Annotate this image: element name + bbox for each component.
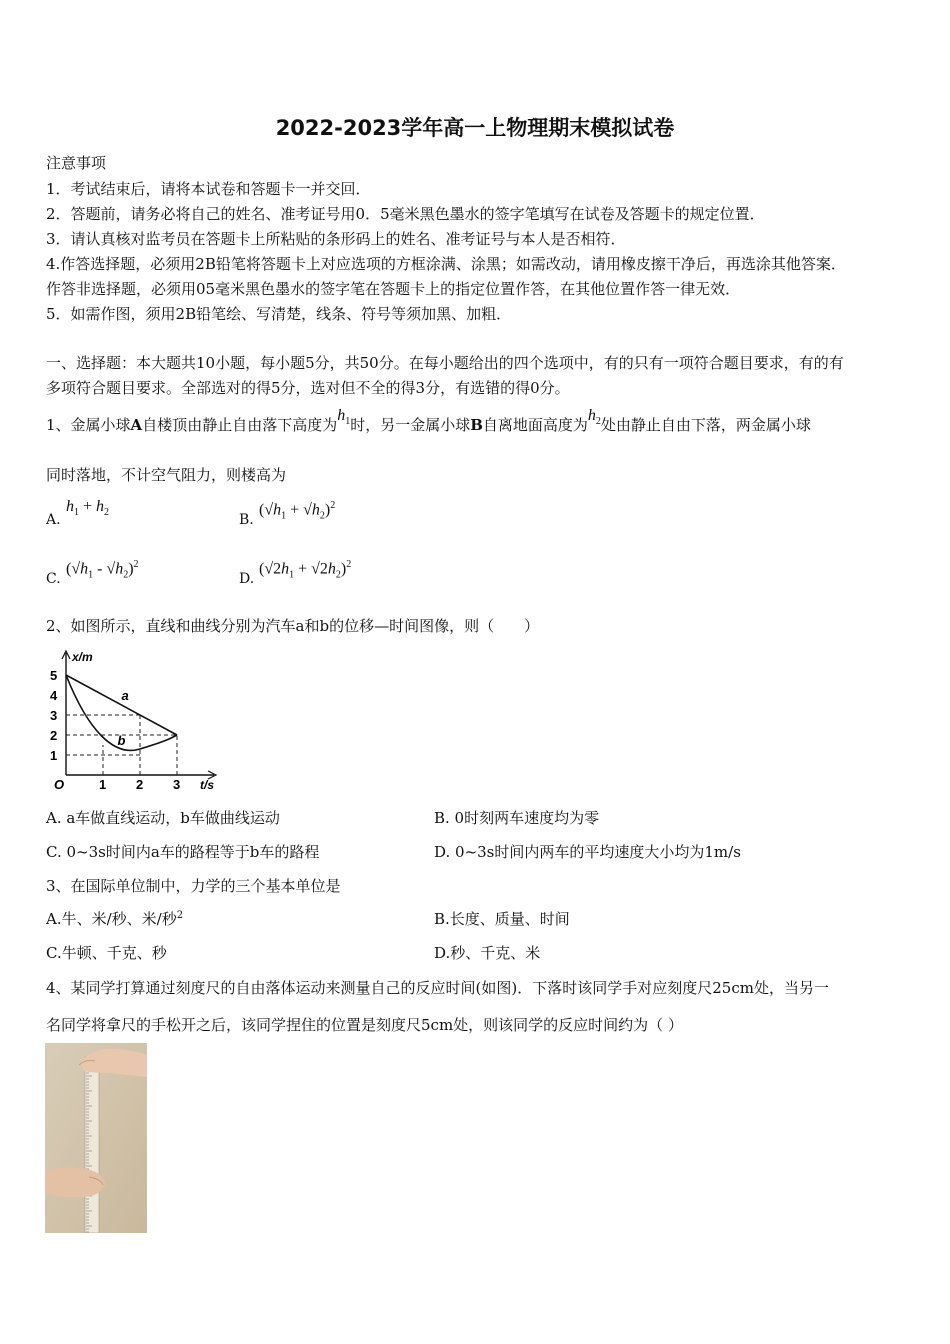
- notice-heading: 注意事项: [46, 154, 107, 172]
- y-axis-label: x/m: [72, 650, 93, 664]
- x-tick-label: 2: [136, 777, 144, 792]
- q2-option-d: D. 0~3s时间内两车的平均速度大小均为1m/s: [434, 843, 741, 861]
- option-b-formula: $(√h_1 + √h_2)^2$: [259, 500, 336, 522]
- q3-option-a: [46, 908, 183, 929]
- q1-text: 自离地面高度为: [482, 416, 588, 434]
- y-tick-label: 2: [50, 728, 58, 743]
- q3-option-b: B.长度、质量、时间: [434, 910, 570, 928]
- y-tick-label: 3: [50, 708, 58, 723]
- y-tick-label: 1: [50, 748, 58, 763]
- q3-option-d: D.秒、千克、米: [434, 944, 541, 962]
- notice-item: 1．考试结束后，请将本试卷和答题卡一并交回．: [46, 180, 371, 198]
- y-tick-label: 5: [50, 668, 58, 683]
- question-1-stem: [46, 407, 811, 437]
- section-instructions: 一、选择题：本大题共10小题，每小题5分，共50分。在每小题给出的四个选项中，有的只有一项符合题目要求，有的有: [46, 354, 844, 372]
- q3-option-c: C.牛顿、千克、秒: [46, 944, 167, 962]
- x-tick-label: 3: [173, 777, 181, 792]
- option-c-formula: $(√h_1 - √h_2)^2$: [66, 559, 139, 581]
- option-a-formula: $h_1 + h_2$: [66, 498, 110, 519]
- notice-item: 2．答题前，请务必将自己的姓名、准考证号用0．5毫米黑色墨水的签字笔填写在试卷及答题卡的规定位置．: [46, 205, 765, 223]
- option-a-label: A.: [46, 512, 61, 528]
- ball-a-label: A: [130, 416, 143, 434]
- h1-symbol: $h_1$: [337, 407, 351, 428]
- option-d-label: D.: [239, 571, 255, 587]
- notice-item: 5．如需作图，须用2B铅笔绘、写清楚，线条、符号等须加黑、加粗．: [46, 305, 512, 323]
- q3-option-a-text: A.牛、米/秒、米/秒: [46, 910, 177, 928]
- h2-symbol: $h_2$: [587, 407, 601, 428]
- q2-option-b: B. 0时刻两车速度均为零: [434, 809, 600, 827]
- question-3-stem: 3、在国际单位制中，力学的三个基本单位是: [46, 877, 341, 895]
- ball-b-label: B: [470, 416, 483, 434]
- question-4-stem-cont: 名同学将拿尺的手松开之后，该同学捏住的位置是刻度尺5cm处，则该同学的反应时间约为（ ）: [46, 1016, 683, 1034]
- notice-item: 作答非选择题，必须用05毫米黑色墨水的签字笔在答题卡上的指定位置作答，在其他位置作答一律无效．: [46, 280, 741, 298]
- q1-text: 1、金属小球: [46, 416, 131, 434]
- q2-option-c: C. 0~3s时间内a车的路程等于b车的路程: [46, 843, 320, 861]
- option-d-formula: $(√2h_1 + √2h_2)^2$: [259, 559, 352, 581]
- q1-text: 时，另一金属小球: [350, 416, 471, 434]
- q1-text: 处由静止自由下落，两金属小球: [600, 416, 811, 434]
- q2-option-a: A. a车做直线运动，b车做曲线运动: [46, 809, 280, 827]
- option-c-label: C.: [46, 571, 61, 587]
- ruler-photo: [45, 1043, 147, 1233]
- section-instructions-cont: 多项符合题目要求。全部选对的得5分，选对但不全的得3分，有选错的得0分。: [46, 379, 570, 397]
- series-b-label: b: [117, 733, 126, 748]
- notice-item: 4.作答选择题，必须用2B铅笔将答题卡上对应选项的方框涂满、涂黑；如需改动，请用橡皮擦干净后，再选涂其他答案．: [46, 255, 846, 273]
- notice-item: 3．请认真核对监考员在答题卡上所粘贴的条形码上的姓名、准考证号与本人是否相符．: [46, 230, 626, 248]
- q3-option-a-sup: 2: [176, 910, 184, 921]
- page-title: 2022-2023学年高一上物理期末模拟试卷: [275, 116, 675, 140]
- origin-label: O: [54, 777, 65, 792]
- x-tick-label: 1: [99, 777, 107, 792]
- question-2-stem: 2、如图所示，直线和曲线分别为汽车a和b的位移—时间图像，则（ ）: [46, 617, 540, 635]
- q1-text: 自楼顶由静止自由落下高度为: [142, 416, 338, 434]
- question-4-stem: 4、某同学打算通过刻度尺的自由落体运动来测量自己的反应时间(如图)．下落时该同学手对应刻度尺25cm处，当另一: [46, 979, 829, 997]
- y-tick-label: 4: [50, 688, 58, 703]
- position-time-chart: [44, 645, 224, 795]
- option-b-label: B.: [239, 512, 254, 528]
- question-1-stem-cont: 同时落地，不计空气阻力，则楼高为: [46, 466, 287, 484]
- series-a-line: [66, 675, 177, 735]
- series-a-label: a: [121, 688, 129, 703]
- x-axis-label: t/s: [200, 778, 215, 792]
